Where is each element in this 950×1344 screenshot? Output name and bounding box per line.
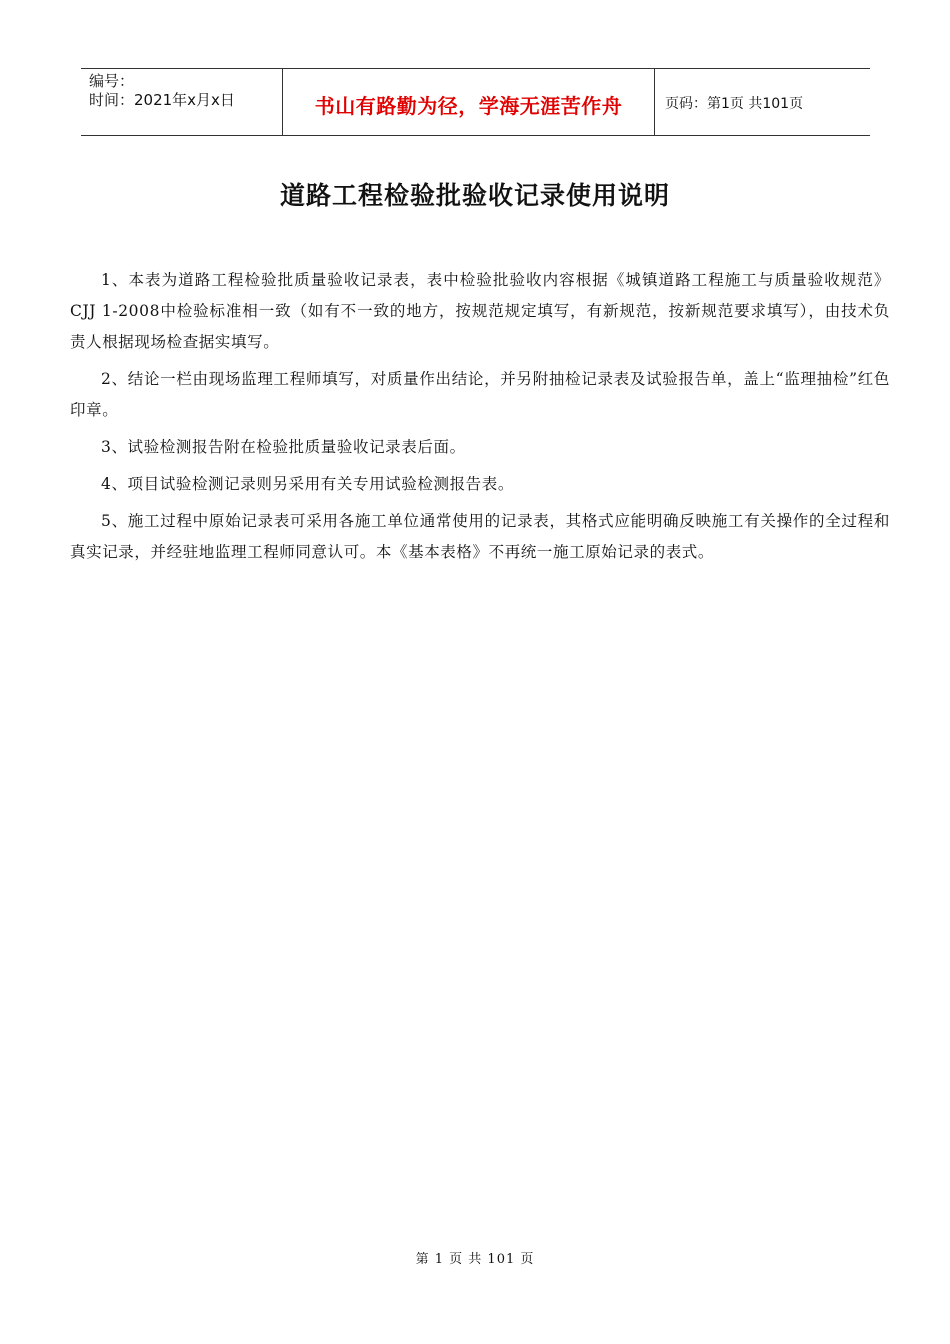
header-table xyxy=(81,68,870,136)
paragraph-4: 4、项目试验检测记录则另采用有关专用试验检测报告表。 xyxy=(101,475,514,493)
paragraph-1: 1、本表为道路工程检验批质量验收记录表，表中检验批验收内容根据《城镇道路工程施工与质量验收规范》CJJ 1-2008中检验标准相一致（如有不一致的地方，按规范规定填写，有新规范，按新规范要求填写），由技术负责人根据现场检查据实填写。 xyxy=(70,271,890,351)
paragraph-5: 5、施工过程中原始记录表可采用各施工单位通常使用的记录表，其格式应能明确反映施工有关操作的全过程和真实记录，并经驻地监理工程师同意认可。本《基本表格》不再统一施工原始记录的表式。 xyxy=(70,512,890,561)
motto-text: 书山有路勤为径，学海无涯苦作舟 xyxy=(314,93,623,118)
paragraph-3: 3、试验检测报告附在检验批质量验收记录表后面。 xyxy=(101,438,466,456)
number-label: 编号： xyxy=(89,72,135,90)
document-title: 道路工程检验批验收记录使用说明 xyxy=(279,181,670,210)
page-info: 页码：第1页 共101页 xyxy=(665,96,804,112)
paragraph-2: 2、结论一栏由现场监理工程师填写，对质量作出结论，并另附抽检记录表及试验报告单，盖上“监理抽检”红色印章。 xyxy=(70,370,890,419)
page-footer: 第 1 页 共 101 页 xyxy=(415,1252,535,1267)
date-text: 时间：2021年x月x日 xyxy=(89,91,235,109)
document-body xyxy=(70,265,890,574)
header-page-cell xyxy=(655,69,870,135)
header-meta-cell xyxy=(81,69,282,135)
header-motto-cell xyxy=(282,69,655,135)
